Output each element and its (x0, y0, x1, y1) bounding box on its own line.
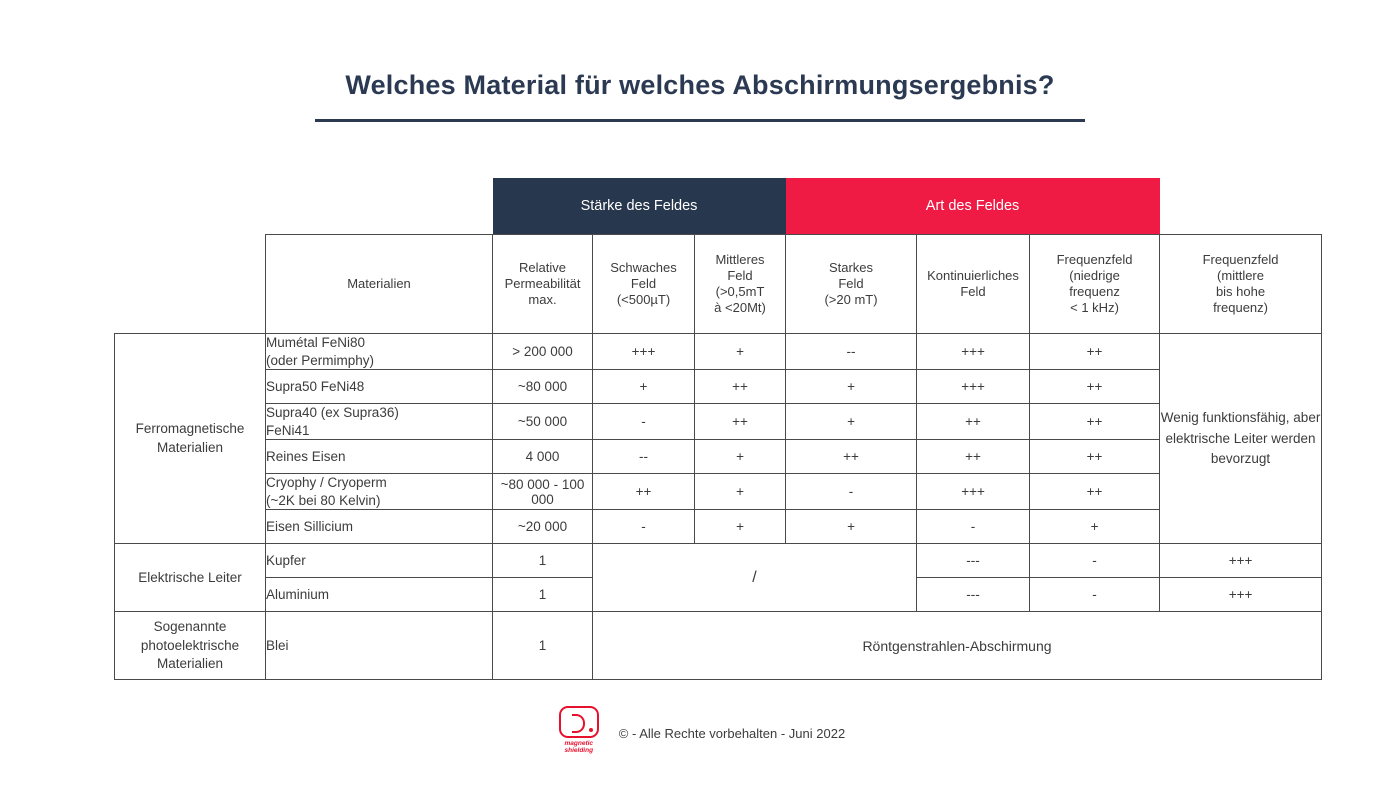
logo-dot-icon (589, 728, 593, 732)
table-band-row (115, 178, 1322, 235)
table-row (115, 440, 1322, 474)
header-low-frequency-field (1030, 235, 1160, 334)
header-weak-field (593, 235, 695, 334)
rating-strong-field: - (786, 474, 917, 510)
permeability-value: ~50 000 (493, 404, 593, 440)
material-name-line1: Cryophy / Cryoperm (266, 475, 387, 491)
permeability-value: ~20 000 (493, 510, 593, 544)
permeability-value: ~80 000 (493, 370, 593, 404)
permeability-value: 1 (493, 578, 593, 612)
rating-low-frequency-field: ++ (1030, 334, 1160, 370)
table-row (115, 612, 1322, 680)
header-highfreq-line1: Frequenzfeld (1202, 251, 1279, 267)
header-continuous-line1: Kontinuierliches (927, 267, 1019, 283)
rating-continuous-field: ++ (917, 404, 1030, 440)
rating-strong-field: ++ (786, 440, 917, 474)
header-medium-line2: Feld (727, 267, 753, 283)
material-comparison-table (114, 178, 1322, 680)
header-medium-line3: (>0,5mT (715, 284, 765, 299)
rating-medium-field: + (695, 510, 786, 544)
comparison-table-wrapper (114, 178, 1322, 680)
material-name (266, 404, 493, 440)
header-weak-line1: Schwaches (610, 259, 677, 275)
header-spacer-left (115, 235, 266, 334)
header-strong-line1: Starkes (828, 259, 874, 275)
rating-low-frequency-field: ++ (1030, 370, 1160, 404)
header-permeability-line1: Relative (519, 259, 566, 275)
footer (0, 706, 1400, 760)
header-permeability (493, 235, 593, 334)
logo-mark-icon (559, 706, 599, 738)
rating-weak-field: - (593, 404, 695, 440)
table-row (115, 370, 1322, 404)
material-name: Blei (266, 612, 493, 680)
table-header-row (115, 235, 1322, 334)
band-spacer-left (115, 178, 266, 235)
rating-continuous-field: +++ (917, 334, 1030, 370)
material-name: Supra50 FeNi48 (266, 370, 493, 404)
rating-weak-field: -- (593, 440, 695, 474)
material-name: Kupfer (266, 544, 493, 578)
rating-continuous-field: --- (917, 544, 1030, 578)
rating-continuous-field: --- (917, 578, 1030, 612)
rating-continuous-field: ++ (917, 440, 1030, 474)
rating-high-frequency-field: +++ (1160, 544, 1322, 578)
header-lowfreq-line4: < 1 kHz) (1070, 300, 1119, 316)
header-medium-line4: à <20Mt) (714, 300, 766, 316)
header-strong-line3: (>20 mT) (824, 292, 878, 308)
slide-title-block (0, 70, 1400, 122)
material-name-line1: Supra40 (ex Supra36) (266, 405, 399, 421)
title-underline (315, 119, 1085, 122)
permeability-value: 1 (493, 612, 593, 680)
rating-continuous-field: - (917, 510, 1030, 544)
header-lowfreq-line1: Frequenzfeld (1056, 251, 1133, 267)
group-label-electrical-conductors: Elektrische Leiter (115, 544, 266, 612)
material-name-line2: (~2K bei 80 Kelvin) (266, 492, 381, 508)
page-title: Welches Material für welches Abschirmungsergebnis? (345, 70, 1055, 100)
header-lowfreq-line2: (niedrige (1069, 267, 1120, 283)
permeability-value: > 200 000 (493, 334, 593, 370)
rating-strong-field: -- (786, 334, 917, 370)
header-medium-line1: Mittleres (715, 251, 765, 267)
rating-low-frequency-field: + (1030, 510, 1160, 544)
group-ferro-line1: Ferromagnetische (135, 421, 245, 437)
material-name-line1: Mumétal FeNi80 (266, 335, 366, 350)
rating-strong-field: + (786, 370, 917, 404)
permeability-value: ~80 000 - 100 000 (493, 474, 593, 510)
header-weak-line3: (<500µT) (616, 292, 671, 308)
band-field-type: Art des Feldes (786, 178, 1160, 235)
rating-medium-field: ++ (695, 370, 786, 404)
logo-wordmark-line2: shielding (564, 747, 594, 755)
rating-strong-field: + (786, 510, 917, 544)
group-label-photoelectric (115, 612, 266, 680)
material-name: Eisen Sillicium (266, 510, 493, 544)
rating-low-frequency-field: - (1030, 544, 1160, 578)
conductor-field-strength-note: / (593, 544, 917, 612)
header-materials: Materialien (266, 235, 493, 334)
material-name (266, 474, 493, 510)
rating-weak-field: - (593, 510, 695, 544)
rating-strong-field: + (786, 404, 917, 440)
rating-low-frequency-field: ++ (1030, 440, 1160, 474)
material-name-line2: FeNi41 (266, 422, 310, 438)
company-logo (555, 706, 603, 760)
rating-high-frequency-field: +++ (1160, 578, 1322, 612)
table-row (115, 510, 1322, 544)
material-name: Reines Eisen (266, 440, 493, 474)
ferromagnetic-high-frequency-note: Wenig funktionsfähig, aber elektrische Leiter werden bevorzugt (1160, 334, 1322, 544)
header-weak-line2: Feld (630, 275, 657, 291)
rating-low-frequency-field: ++ (1030, 474, 1160, 510)
rating-medium-field: + (695, 334, 786, 370)
rating-low-frequency-field: - (1030, 578, 1160, 612)
rating-weak-field: +++ (593, 334, 695, 370)
header-permeability-line3: max. (528, 292, 557, 308)
permeability-value: 1 (493, 544, 593, 578)
header-high-frequency-field (1160, 235, 1322, 334)
rating-medium-field: + (695, 440, 786, 474)
material-name: Aluminium (266, 578, 493, 612)
header-medium-field (695, 235, 786, 334)
table-row (115, 474, 1322, 510)
material-name-line2: (oder Permimphy) (266, 352, 375, 368)
band-field-strength: Stärke des Feldes (493, 178, 786, 235)
header-continuous-field (917, 235, 1030, 334)
header-strong-field (786, 235, 917, 334)
group-photo-line2: photoelektrische (140, 637, 240, 653)
copyright-text: © - Alle Rechte vorbehalten - Juni 2022 (618, 725, 846, 741)
rating-low-frequency-field: ++ (1030, 404, 1160, 440)
table-row (115, 334, 1322, 370)
permeability-value: 4 000 (493, 440, 593, 474)
header-highfreq-line3: bis hohe (1215, 284, 1266, 299)
band-spacer-materials (266, 178, 493, 235)
logo-wordmark-line1: magnetic (564, 740, 594, 747)
logo-wordmark (565, 740, 594, 755)
rating-continuous-field: +++ (917, 370, 1030, 404)
rating-weak-field: + (593, 370, 695, 404)
table-row (115, 544, 1322, 578)
header-highfreq-line4: frequenz) (1213, 300, 1268, 316)
rating-medium-field: + (695, 474, 786, 510)
rating-medium-field: ++ (695, 404, 786, 440)
group-ferro-line2: Materialien (156, 439, 224, 455)
table-row (115, 404, 1322, 440)
rating-continuous-field: +++ (917, 474, 1030, 510)
material-name (266, 334, 493, 370)
xray-shielding-note: Röntgenstrahlen-Abschirmung (593, 612, 1322, 680)
header-lowfreq-line3: frequenz (1069, 284, 1120, 299)
header-continuous-line2: Feld (960, 284, 986, 299)
rating-weak-field: ++ (593, 474, 695, 510)
group-photo-line1: Sogenannte (153, 619, 227, 635)
group-photo-line3: Materialien (156, 655, 224, 671)
group-label-ferromagnetic (115, 334, 266, 544)
header-permeability-line2: Permeabilität (504, 275, 581, 291)
header-highfreq-line2: (mittlere (1217, 267, 1264, 283)
header-strong-line2: Feld (838, 275, 864, 291)
